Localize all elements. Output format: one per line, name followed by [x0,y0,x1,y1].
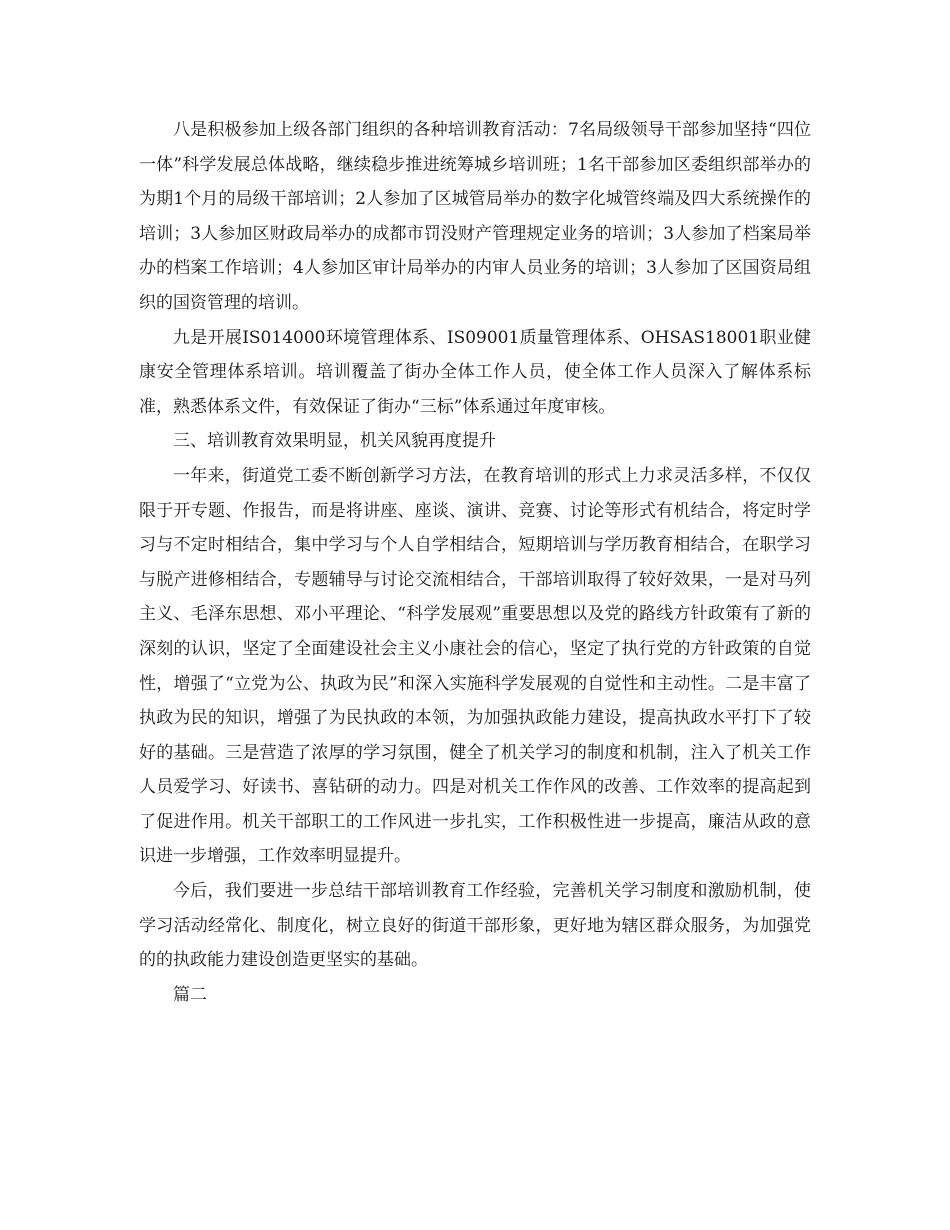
section-label-part-two: 篇二 [173,984,207,1005]
paragraph-year-summary: 一年来，街道党工委不断创新学习方法，在教育培训的形式上力求灵活多样，不仅仅限于开专题、作报告，而是将讲座、座谈、演讲、竞赛、讨论等形式有机结合，将定时学习与不定时相结合，集中学习与个人自学相结合，短期培训与学历教育相结合，在职学习与脱产进修相结合，专题辅导与讨论交流相结合，干部培训取得了较好效果，一是对马列主义、毛泽东思想、邓小平理论、“科学发展观”重要思想以及党的路线方针政策有了新的深刻的认识，坚定了全面建设社会主义小康社会的信心，坚定了执行党的方针政策的自觉性，增强了“立党为公、执政为民”和深入实施科学发展观的自觉性和主动性。二是丰富了执政为民的知识，增强了为民执政的本领，为加强执政能力建设，提高执政水平打下了较好的基础。三是营造了浓厚的学习氛围，健全了机关学习的制度和机制，注入了机关工作人员爱学习、好读书、喜钻研的动力。四是对机关工作作风的改善、工作效率的提高起到了促进作用。机关干部职工的工作风进一步扎实，工作积极性进一步提高，廉洁从政的意识进一步增强，工作效率明显提升。 [139,465,811,867]
section-heading-training-effects: 三、培训教育效果明显，机关风貌再度提升 [173,431,496,452]
document-body [139,113,811,1012]
paragraph-training-activities: 八是积极参加上级各部门组织的各种培训教育活动：7名局级领导干部参加坚持“四位一体”科学发展总体战略，继续稳步推进统筹城乡培训班；1名干部参加区委组织部举办的为期1个月的局级干部培训；2人参加了区城管局举办的数字化城管终端及四大系统操作的培训；3人参加区财政局举办的成都市罚没财产管理规定业务的培训；3人参加了档案局举办的档案工作培训；4人参加区审计局举办的内审人员业务的培训；3人参加了区国资局组织的国资管理的培训。 [139,120,811,313]
paragraph-future-plans: 今后，我们要进一步总结干部培训教育工作经验，完善机关学习制度和激励机制，使学习活动经常化、制度化，树立良好的街道干部形象，更好地为辖区群众服务，为加强党的的执政能力建设创造更坚实的基础。 [139,881,811,971]
paragraph-management-system-training: 九是开展IS014000环境管理体系、IS09001质量管理体系、OHSAS18001职业健康安全管理体系培训。培训覆盖了街办全体工作人员，使全体工作人员深入了解体系标准，熟悉体系文件，有效保证了街办“三标”体系通过年度审核。 [139,327,811,417]
